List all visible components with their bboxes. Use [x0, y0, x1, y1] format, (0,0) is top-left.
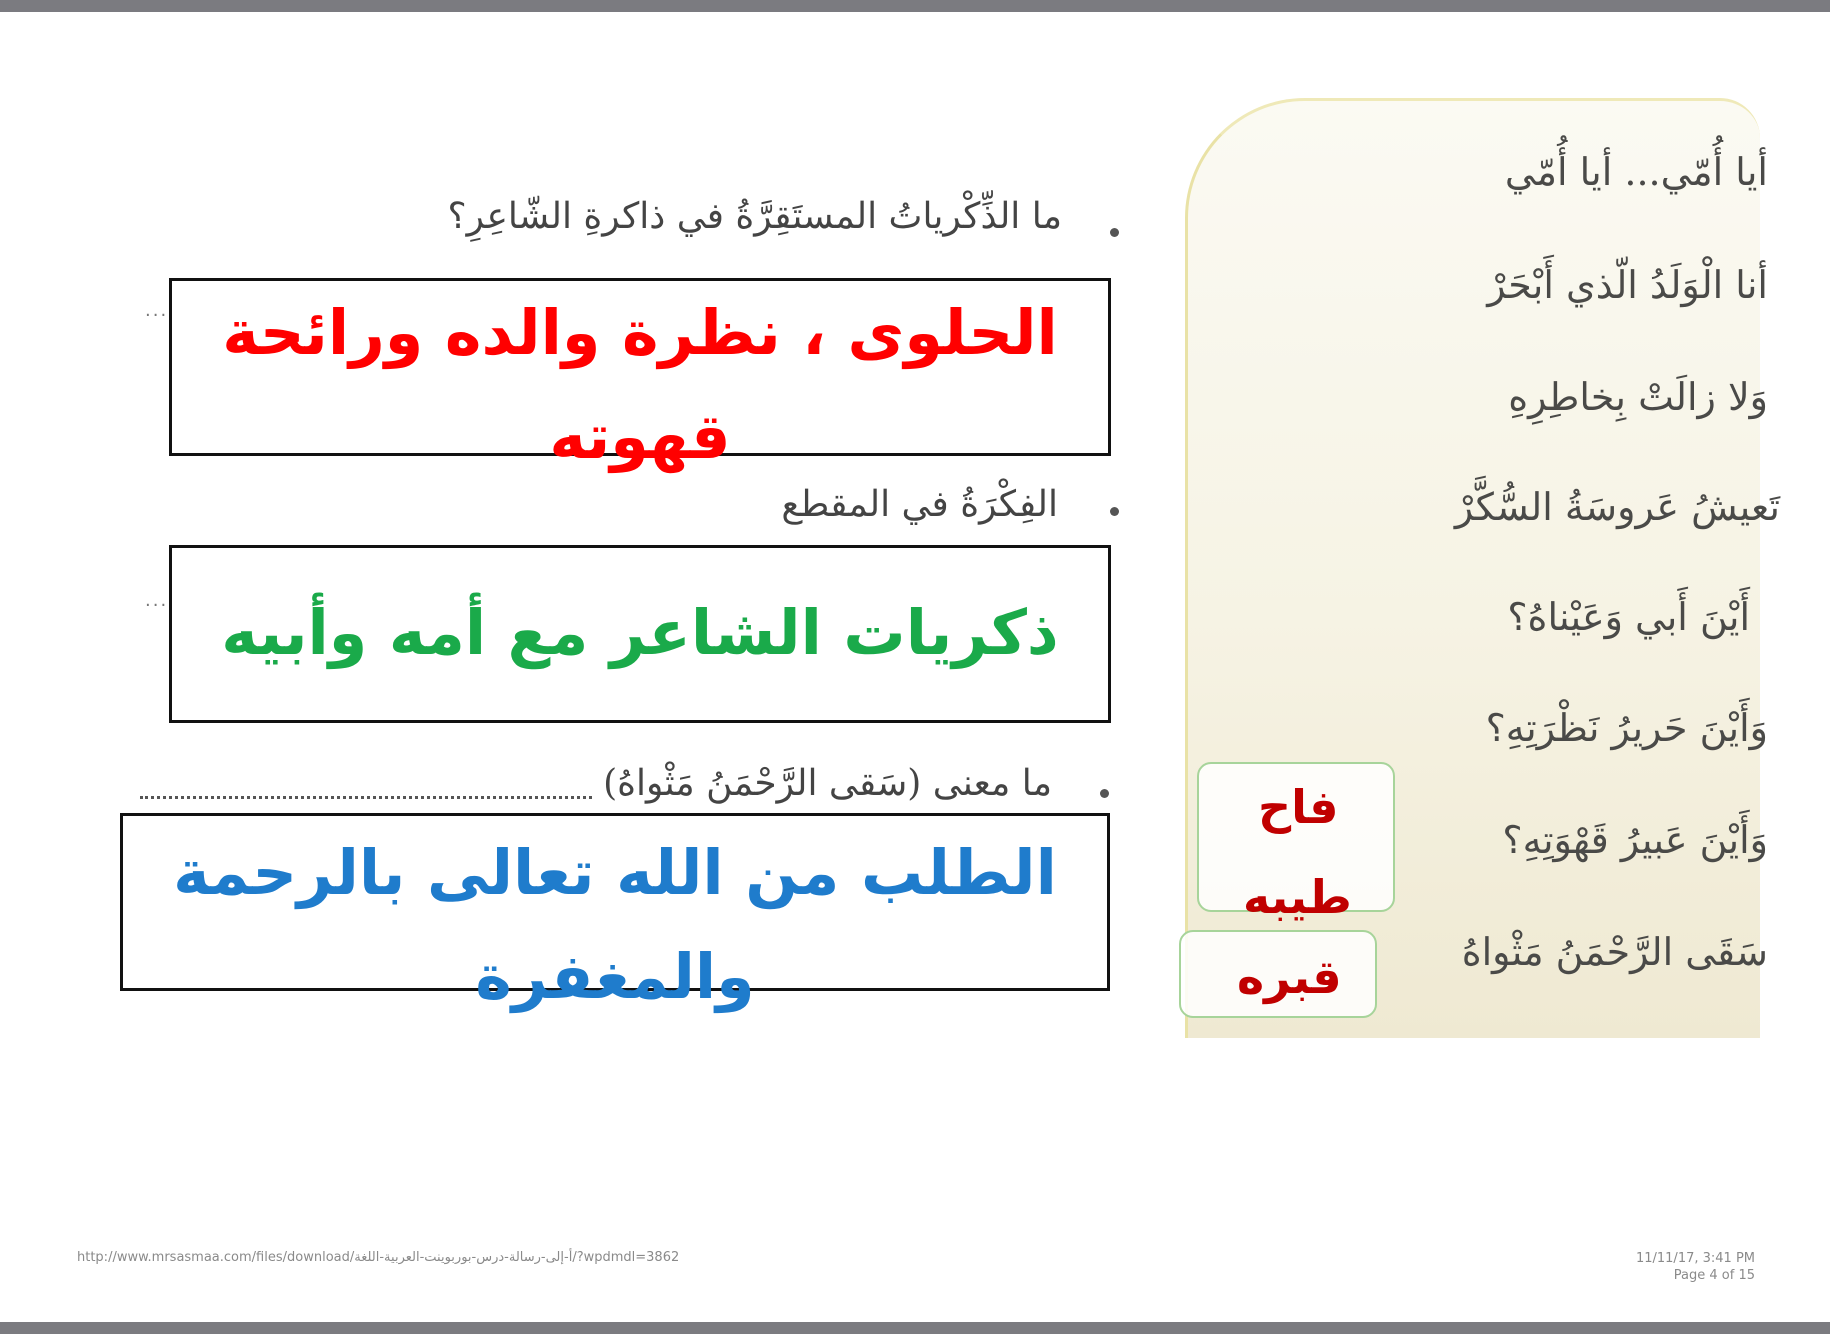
poem-line-8: سَقَى الرَّحْمَنُ مَثْواهُ	[1461, 930, 1768, 974]
bullet-q2	[1110, 507, 1119, 516]
bullet-q3	[1100, 789, 1109, 798]
footer-url: http://www.mrsasmaa.com/files/download/أ-إلى-رسالة-درس-بوربوينت-العربية-اللغة/?wpdmdl=3862	[77, 1250, 680, 1265]
window-bottom-bar	[0, 1322, 1830, 1334]
dots-q1: ...	[145, 300, 169, 321]
vocab-word-fah: فاح	[1258, 780, 1339, 834]
poem-line-6: وَأَيْنَ حَريرُ نَظْرَتِهِ؟	[1485, 706, 1768, 750]
answer-2-line-1: ذكريات الشاعر مع أمه وأبيه	[221, 596, 1059, 669]
answer-1-line-2: قهوته	[549, 400, 731, 473]
poem-line-2: أنا الْوَلَدُ الّذي أَبْحَرْ	[1487, 263, 1768, 307]
answer-1-line-1: الحلوى ، نظرة والده ورائحة	[222, 296, 1058, 369]
poem-line-1: أيا أُمّي... أيا أُمّي	[1504, 150, 1768, 194]
poem-line-7: وَأَيْنَ عَبيرُ قَهْوَتِهِ؟	[1502, 818, 1768, 862]
question-3: ما معنى (سَقى الرَّحْمَنُ مَثْواهُ)	[603, 763, 1052, 804]
question-1: ما الذِّكْرياتُ المستَقِرَّةُ في ذاكرةِ الشّاعِرِ؟	[447, 196, 1062, 237]
answer-3-line-2: والمغفرة	[475, 940, 755, 1013]
vocab-word-tibuh: طيبه	[1243, 870, 1352, 924]
bullet-q1	[1110, 228, 1119, 237]
poem-line-5: أَيْنَ أَبي وَعَيْناهُ؟	[1507, 595, 1750, 639]
poem-line-4: تَعيشُ عَروسَةُ السُّكَّرْ	[1454, 485, 1780, 529]
footer-info	[1636, 1250, 1755, 1284]
dots-q3	[140, 796, 592, 799]
answer-3-line-1: الطلب من الله تعالى بالرحمة	[173, 836, 1057, 909]
window-top-bar	[0, 0, 1830, 12]
poem-line-3: وَلا زالَتْ بِخاطِرِهِ	[1508, 375, 1768, 419]
dots-q2: ...	[145, 590, 169, 611]
vocab-word-qabruh: قبره	[1237, 950, 1342, 1004]
footer-page: Page 4 of 15	[1673, 1268, 1755, 1283]
question-2: الفِكْرَةُ في المقطع	[781, 484, 1058, 525]
footer-datetime: 11/11/17, 3:41 PM	[1635, 1251, 1755, 1266]
